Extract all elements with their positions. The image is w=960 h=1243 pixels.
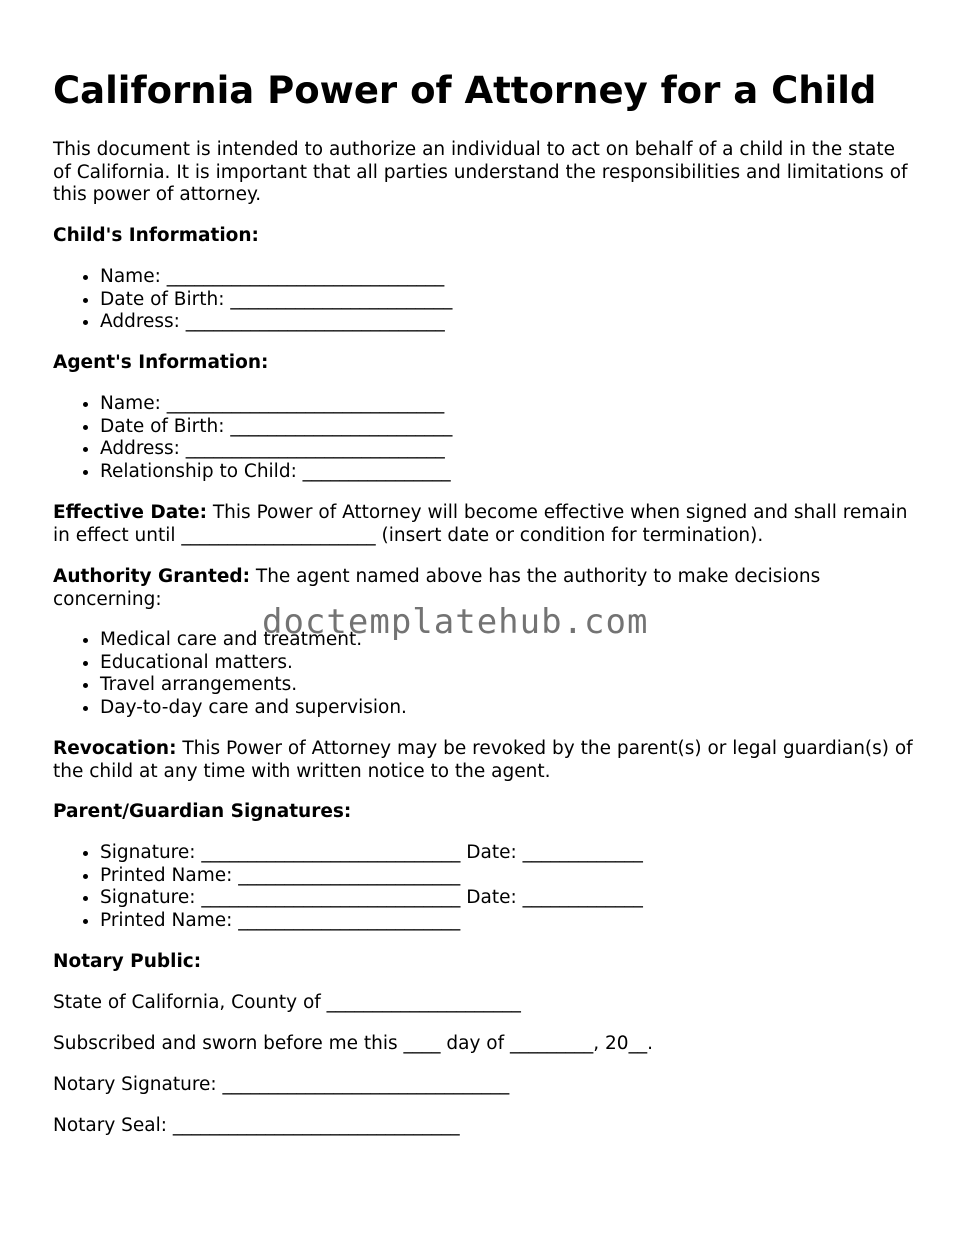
agent-heading: Agent's Information:	[53, 352, 269, 373]
agent-name-field: • Name: ______________________________	[100, 393, 913, 416]
intro-text: This document is intended to authorize an individual to act on behalf of a child in the state of California. It is important that all parties understand the responsibilities and limitations of this power of attorney.	[53, 139, 908, 205]
signatures-heading: Parent/Guardian Signatures:	[53, 801, 352, 822]
agent-address-field: • Address: ____________________________	[100, 438, 913, 461]
authority-label: Authority Granted:	[53, 566, 251, 587]
notary-signature-text: Notary Signature: _______________________________	[53, 1074, 510, 1095]
document-title: California Power of Attorney for a Child	[53, 69, 877, 112]
revocation-label: Revocation:	[53, 738, 177, 759]
effective-date-label: Effective Date:	[53, 502, 207, 523]
notary-signature-line	[53, 1074, 913, 1097]
agent-dob-field: • Date of Birth: ________________________	[100, 416, 913, 439]
effective-date-text: This Power of Attorney will become effective when signed and shall remain in effect until _____________________ (insert date or condition for termination).	[53, 502, 908, 546]
revocation-paragraph	[53, 738, 913, 783]
signature-line: • Signature: ____________________________ Date: _____________	[100, 887, 913, 910]
intro-paragraph	[53, 139, 913, 207]
authority-list	[53, 629, 913, 719]
notary-heading: Notary Public:	[53, 951, 202, 972]
child-name-field: • Name: ______________________________	[100, 266, 913, 289]
notary-seal-line	[53, 1115, 913, 1138]
notary-subscribed-text: Subscribed and sworn before me this ____ day of _________, 20__.	[53, 1033, 653, 1054]
agent-list	[53, 393, 913, 483]
child-dob-field: • Date of Birth: ________________________	[100, 289, 913, 312]
notary-subscribed-line	[53, 1033, 913, 1056]
authority-text: The agent named above has the authority to make decisions concerning:	[53, 566, 821, 610]
signatures-list	[53, 842, 913, 932]
notary-county-line	[53, 992, 913, 1015]
child-section	[53, 225, 913, 248]
notary-county-text: State of California, County of _____________________	[53, 992, 521, 1013]
signature-line: • Signature: ____________________________ Date: _____________	[100, 842, 913, 865]
notary-section	[53, 951, 913, 974]
agent-section	[53, 352, 913, 375]
child-heading: Child's Information:	[53, 225, 259, 246]
authority-item: • Educational matters.	[100, 652, 913, 675]
revocation-text: This Power of Attorney may be revoked by the parent(s) or legal guardian(s) of the child at any time with written notice to the agent.	[53, 738, 913, 782]
agent-relationship-field: • Relationship to Child: ________________	[100, 461, 913, 484]
authority-item: • Day-to-day care and supervision.	[100, 697, 913, 720]
printed-name-line: • Printed Name: ________________________	[100, 865, 913, 888]
effective-date-paragraph	[53, 502, 913, 547]
authority-item: • Medical care and treatment.	[100, 629, 913, 652]
signatures-section	[53, 801, 913, 824]
notary-seal-text: Notary Seal: _______________________________	[53, 1115, 460, 1136]
printed-name-line: • Printed Name: ________________________	[100, 910, 913, 933]
watermark: doctemplatehub.com	[262, 602, 649, 642]
child-address-field: • Address: ____________________________	[100, 311, 913, 334]
child-list	[53, 266, 913, 334]
authority-item: • Travel arrangements.	[100, 674, 913, 697]
